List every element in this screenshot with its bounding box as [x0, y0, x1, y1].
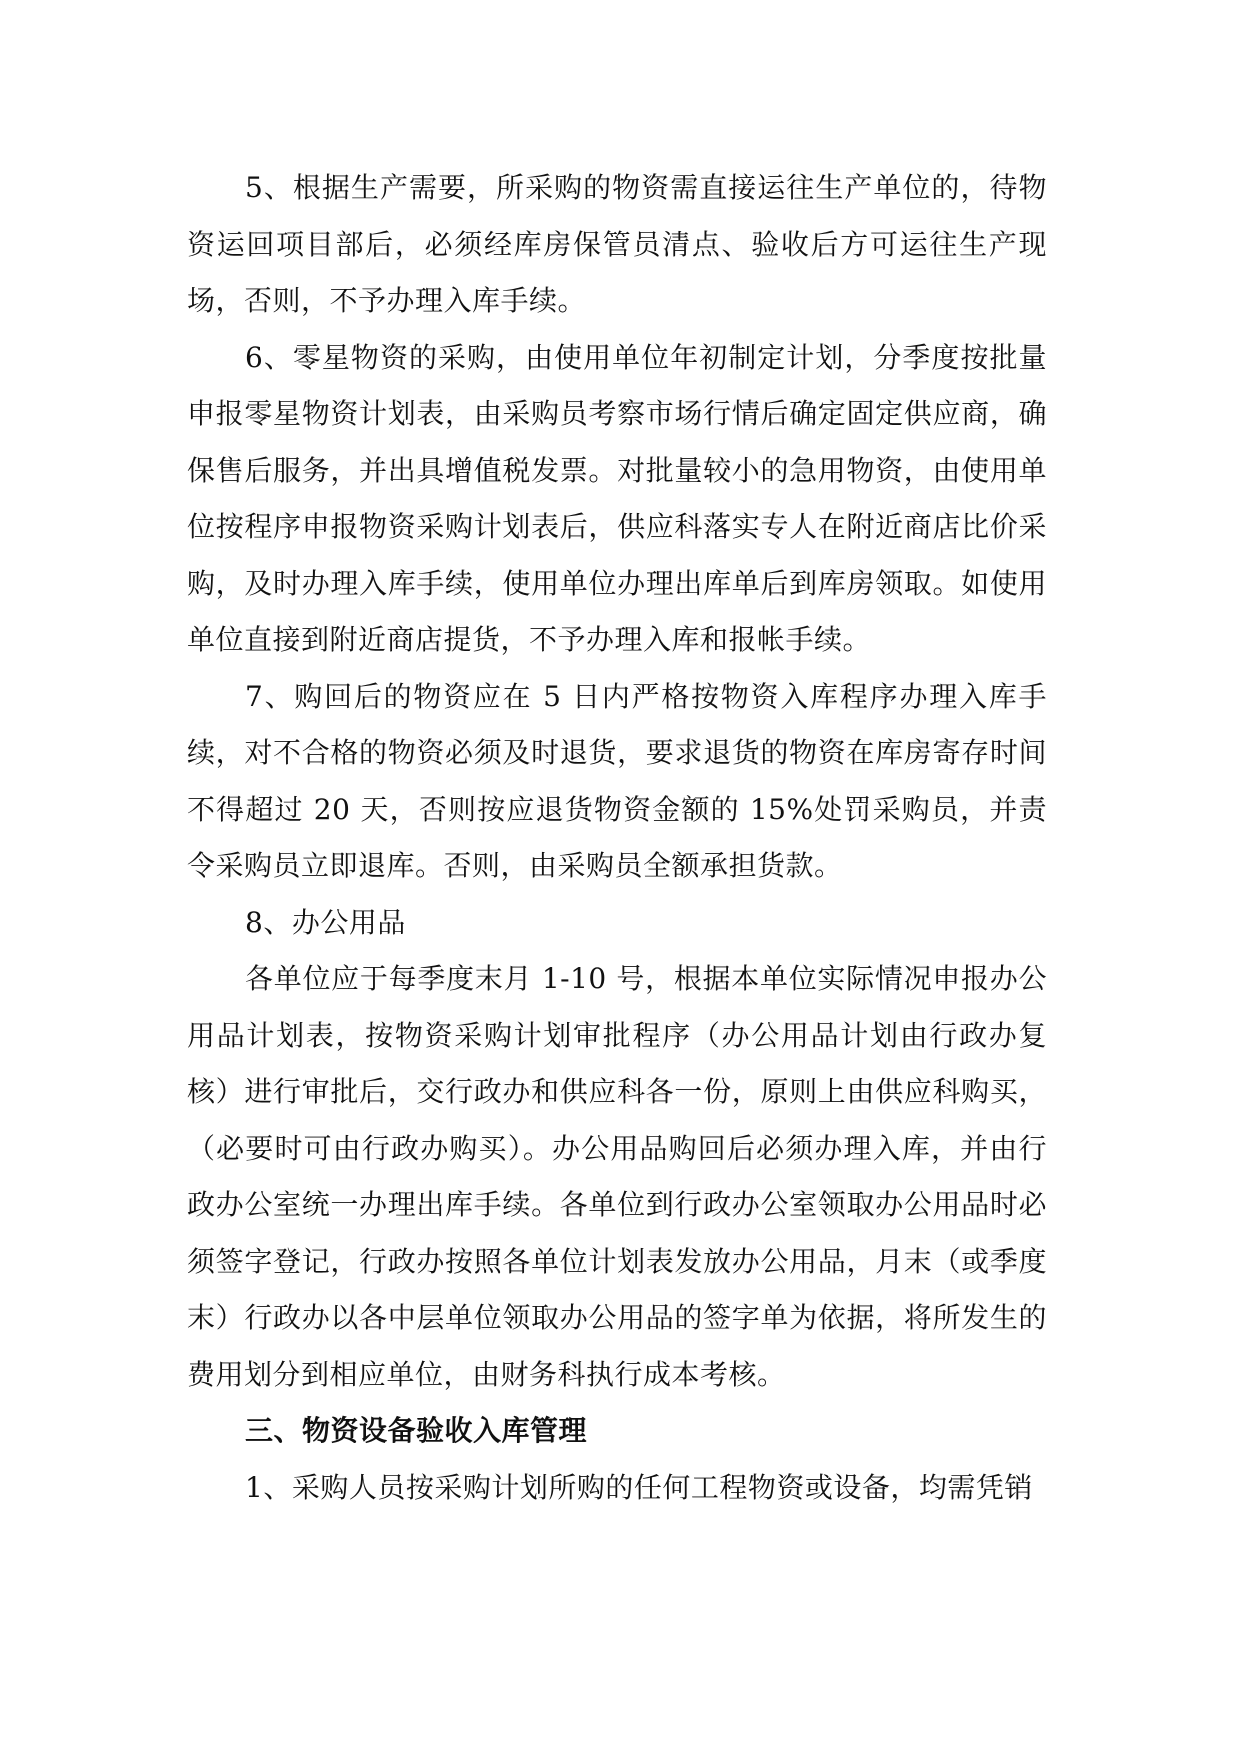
- paragraph-item-7: 7、购回后的物资应在 5 日内严格按物资入库程序办理入库手续，对不合格的物资必须及时退货，要求退货的物资在库房寄存时间不得超过 20 天，否则按应退货物资金额的 15%处罚采购员，并责令采购员立即退库。否则，由采购员全额承担货款。: [187, 679, 1047, 882]
- document-body: [187, 160, 1047, 1516]
- paragraph-item-8-title: 8、办公用品: [245, 905, 406, 939]
- section-heading: 三、物资设备验收入库管理: [245, 1414, 588, 1447]
- paragraph-office-supplies: 各单位应于每季度末月 1-10 号，根据本单位实际情况申报办公用品计划表，按物资采购计划审批程序（办公用品计划由行政办复核）进行审批后，交行政办和供应科各一份，原则上由供应科购买，（必要时可由行政办购买）。办公用品购回后必须办理入库，并由行政办公室统一办理出库手续。各单位到行政办公室领取办公用品时必须签字登记，行政办按照各单位计划表发放办公用品，月末（或季度末）行政办以各中层单位领取办公用品的签字单为依据，将所发生的费用划分到相应单位，由财务科执行成本考核。: [187, 962, 1047, 1391]
- paragraph-acceptance-1: 1、采购人员按采购计划所购的任何工程物资或设备，均需凭销: [245, 1470, 1033, 1504]
- paragraph-item-6: 6、零星物资的采购，由使用单位年初制定计划，分季度按批量申报零星物资计划表，由采购员考察市场行情后确定固定供应商，确保售后服务，并出具增值税发票。对批量较小的急用物资，由使用单位按程序申报物资采购计划表后，供应科落实专人在附近商店比价采购，及时办理入库手续，使用单位办理出库单后到库房领取。如使用单位直接到附近商店提货，不予办理入库和报帐手续。: [187, 340, 1047, 656]
- paragraph-item-5: 5、根据生产需要，所采购的物资需直接运往生产单位的，待物资运回项目部后，必须经库房保管员清点、验收后方可运往生产现场，否则，不予办理入库手续。: [187, 171, 1047, 317]
